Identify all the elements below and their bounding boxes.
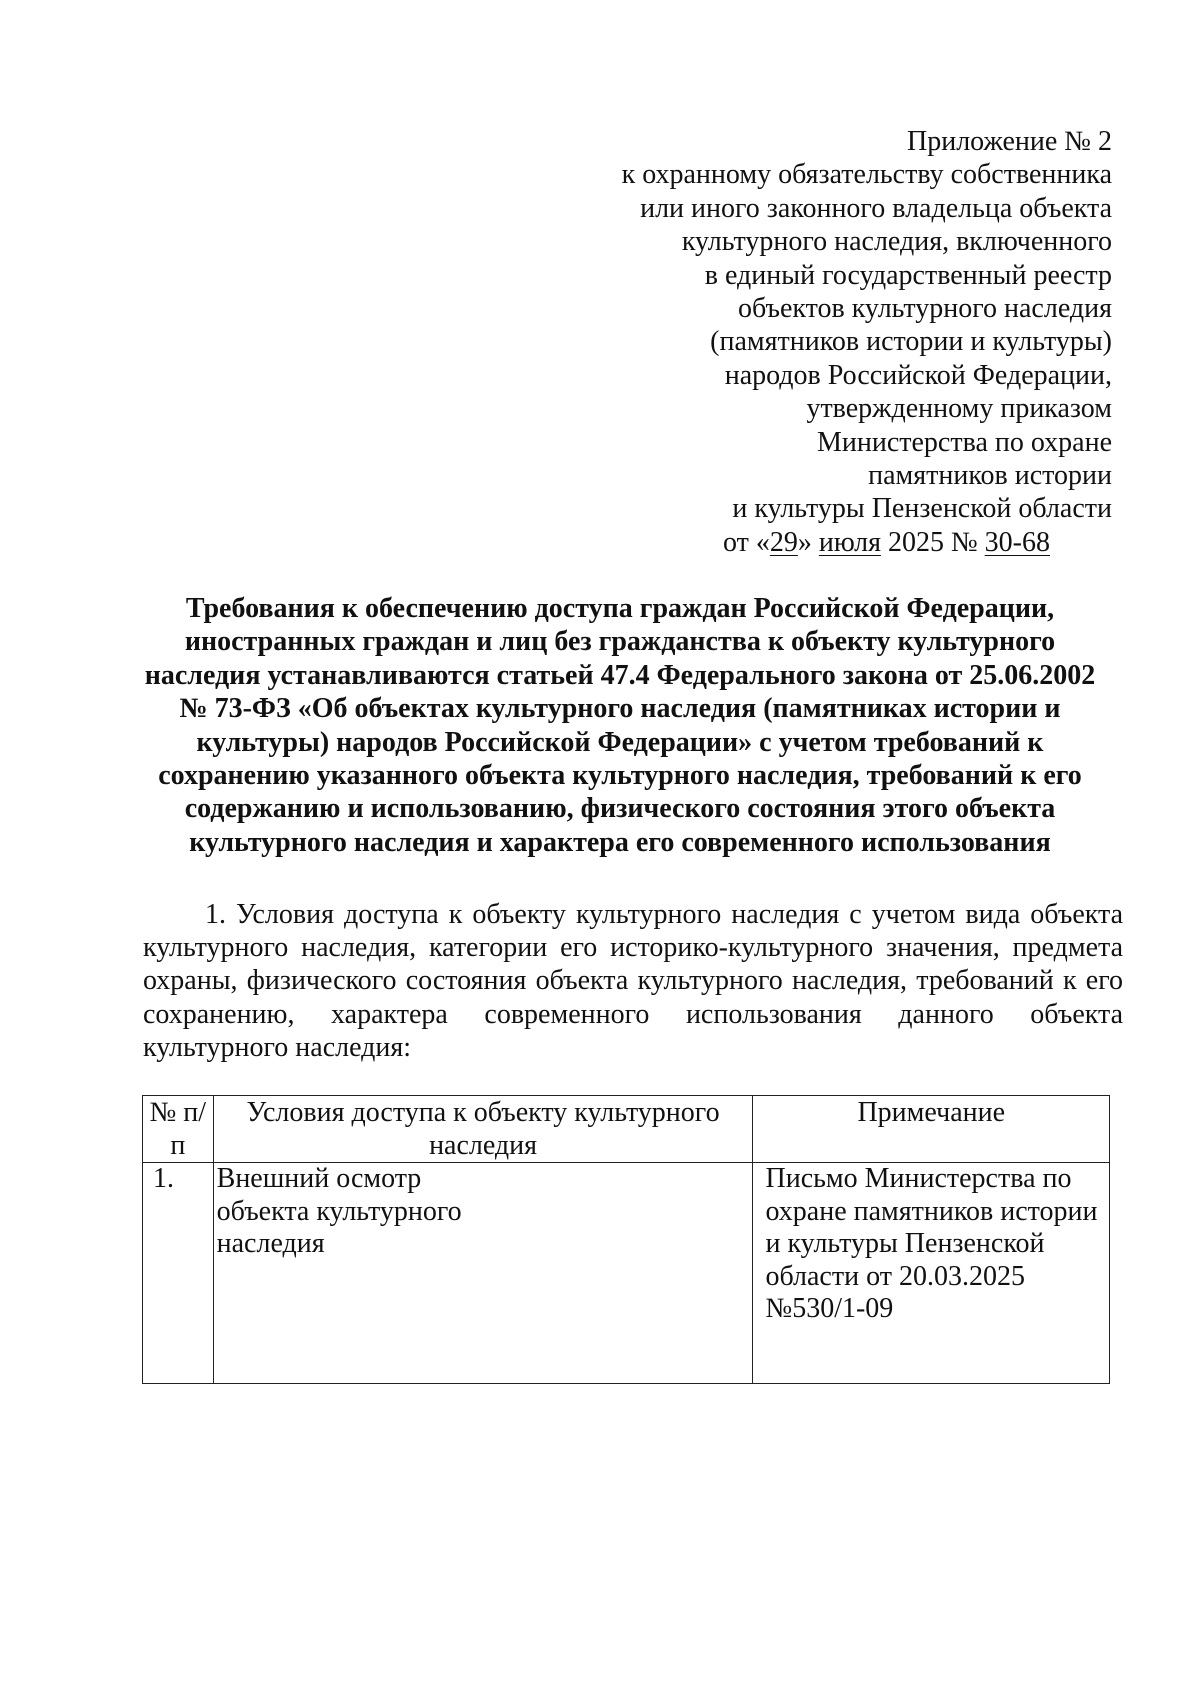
title-line: № 73-ФЗ «Об объектах культурного наследия (памятниках истории и: [179, 693, 1061, 725]
appendix-line: Министерства по охране: [816, 426, 1112, 458]
appendix-line: в единый государственный реестр: [704, 259, 1112, 291]
title-line: культуры) народов Российской Федерации» с учетом требований к: [196, 726, 1044, 758]
appendix-line: памятников истории: [868, 460, 1112, 492]
row-note: Письмо Министерства по охране памятников истории и культуры Пензенской области от 20.03.2025 №530/1-09: [753, 1163, 1110, 1384]
appendix-line: (памятников истории и культуры): [710, 326, 1112, 358]
appendix-line: объектов культурного наследия: [737, 293, 1112, 325]
appendix-line: к охранному обязательству собственника: [621, 159, 1112, 191]
date-day: 29: [769, 526, 798, 558]
access-conditions-table: [142, 1095, 1110, 1384]
title-line: сохранению указанного объекта культурного наследия, требований к его: [158, 760, 1082, 792]
title-line: Требования к обеспечению доступа граждан Российской Федерации,: [185, 593, 1055, 624]
date-month: июля: [818, 526, 881, 558]
date-prefix: от «: [723, 526, 770, 558]
access-conditions-paragraph: 1. Условия доступа к объекту культурного наследия с учетом вида объекта культурного наследия, категории его историко-культурного значения, предмета охраны, физического состояния объекта культурного наследия, требований к его сохранению, характера современного использования данного объекта культурного наследия:: [143, 899, 1123, 1063]
date-year-no: 2025 №: [880, 526, 985, 558]
appendix-line: Приложение № 2: [907, 126, 1112, 157]
order-number: 30-68: [984, 526, 1050, 558]
header-note: Примечание: [753, 1096, 1110, 1163]
header-conditions: Условия доступа к объекту культурного наследия: [213, 1096, 753, 1163]
appendix-line: утвержденному приказом: [806, 393, 1112, 425]
appendix-line: народов Российской Федерации,: [724, 359, 1112, 391]
title-line: наследия устанавливаются статьей 47.4 Федерального закона от 25.06.2002: [144, 659, 1096, 691]
title-line: иностранных граждан и лиц без гражданства к объекту культурного: [184, 626, 1056, 658]
date-mid: »: [797, 526, 819, 558]
table-row: [143, 1163, 1110, 1384]
appendix-header: [552, 125, 1112, 559]
title-line: культурного наследия и характера его современного использования: [189, 826, 1051, 858]
title-line: содержанию и использованию, физического состояния этого объекта: [184, 793, 1056, 825]
appendix-line: и культуры Пензенской области: [732, 493, 1112, 525]
header-number: № п/п: [143, 1096, 214, 1163]
table-header-row: [143, 1096, 1110, 1163]
appendix-line: культурного наследия, включенного: [681, 226, 1112, 258]
row-conditions-text: Внешний осмотр объекта культурного наследия: [216, 1163, 462, 1259]
row-number: 1.: [143, 1163, 214, 1384]
appendix-line: или иного законного владельца объекта: [640, 192, 1112, 224]
order-date-line: [552, 526, 1112, 559]
document-title: [132, 592, 1108, 859]
row-conditions: [213, 1163, 753, 1384]
